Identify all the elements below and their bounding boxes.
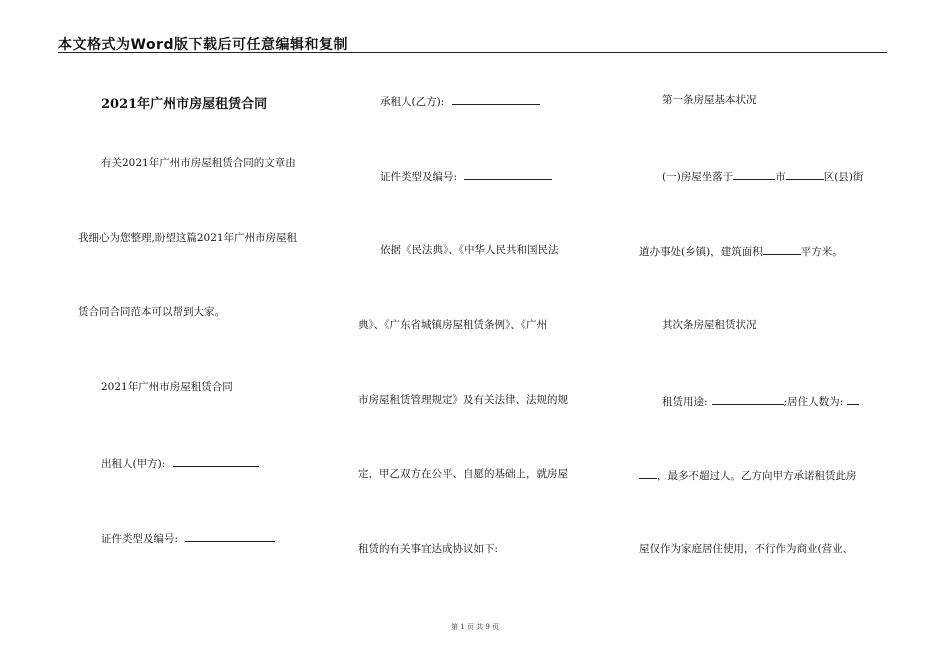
location-label-2b: 平方米。 (800, 246, 843, 258)
lessee-line (380, 93, 540, 109)
location-label-c: 区(县)街 (823, 171, 864, 183)
basis-line-3: 市房屋租赁管理规定》及有关法律、法规的规 (358, 394, 568, 406)
basis-line-2: 典》、《广东省城镇房屋租赁条例》、《广州 (358, 319, 547, 331)
header-rule (58, 52, 887, 53)
occupants-blank-cont[interactable] (639, 467, 657, 479)
location-line-1 (662, 168, 863, 184)
usage-line-2 (639, 467, 857, 483)
article-2-title: 其次条房屋租赁状况 (662, 319, 757, 331)
usage-label-2: ，最多不超过人。乙方向甲方承诺租赁此房 (657, 470, 857, 482)
lessee-id-line (380, 168, 552, 184)
usage-label-a: 租赁用途: (662, 396, 708, 408)
lessor-id-line (101, 530, 275, 546)
lessee-blank[interactable] (452, 93, 540, 105)
lessor-id-blank[interactable] (185, 530, 275, 542)
location-label-b: 市 (775, 171, 786, 183)
article-1-title: 第一条房屋基本状况 (662, 94, 757, 106)
document-title: 2021年广州市房屋租赁合同 (101, 97, 268, 112)
page-indicator: 第 1 页 共 9 页 (450, 623, 500, 631)
basis-line-5: 租赁的有关事宜达成协议如下: (358, 543, 499, 555)
lessor-id-label: 证件类型及编号: (101, 533, 179, 545)
basis-line-1: 依据《民法典》、《中华人民共和国民法 (380, 244, 559, 256)
location-label-2a: 道办事处(乡镇)，建筑面积 (639, 246, 763, 258)
lessor-line (101, 455, 259, 471)
lessor-label: 出租人(甲方): (101, 458, 166, 470)
contract-title-line: 2021年广州市房屋租赁合同 (101, 381, 233, 393)
usage-label-b: ;居住人数为: (783, 396, 844, 408)
lessee-id-blank[interactable] (464, 168, 552, 180)
header-title: 本文格式为Word版下载后可任意编辑和复制 (58, 37, 348, 53)
occupants-blank[interactable] (847, 393, 859, 405)
area-blank[interactable] (763, 243, 801, 255)
lessee-label: 承租人(乙方): (380, 96, 445, 108)
location-line-2 (639, 243, 843, 259)
intro-line-1: 有关2021年广州市房屋租赁合同的文章由 (101, 157, 296, 169)
usage-line-3: 屋仅作为家庭居住使用，不行作为商业(营业、 (639, 543, 854, 555)
usage-line-1 (662, 393, 859, 409)
location-label-a: (一)房屋坐落于 (662, 171, 734, 183)
lessee-id-label: 证件类型及编号: (380, 171, 458, 183)
district-blank[interactable] (786, 168, 824, 180)
basis-line-4: 定，甲乙双方在公平、自愿的基础上，就房屋 (358, 468, 568, 480)
intro-line-2: 我细心为您整理,盼望这篇2021年广州市房屋租 (78, 232, 298, 244)
intro-line-3: 赁合同合同范本可以帮到大家。 (78, 306, 225, 318)
usage-blank[interactable] (712, 393, 784, 405)
city-blank[interactable] (733, 168, 775, 180)
lessor-blank[interactable] (173, 455, 259, 467)
